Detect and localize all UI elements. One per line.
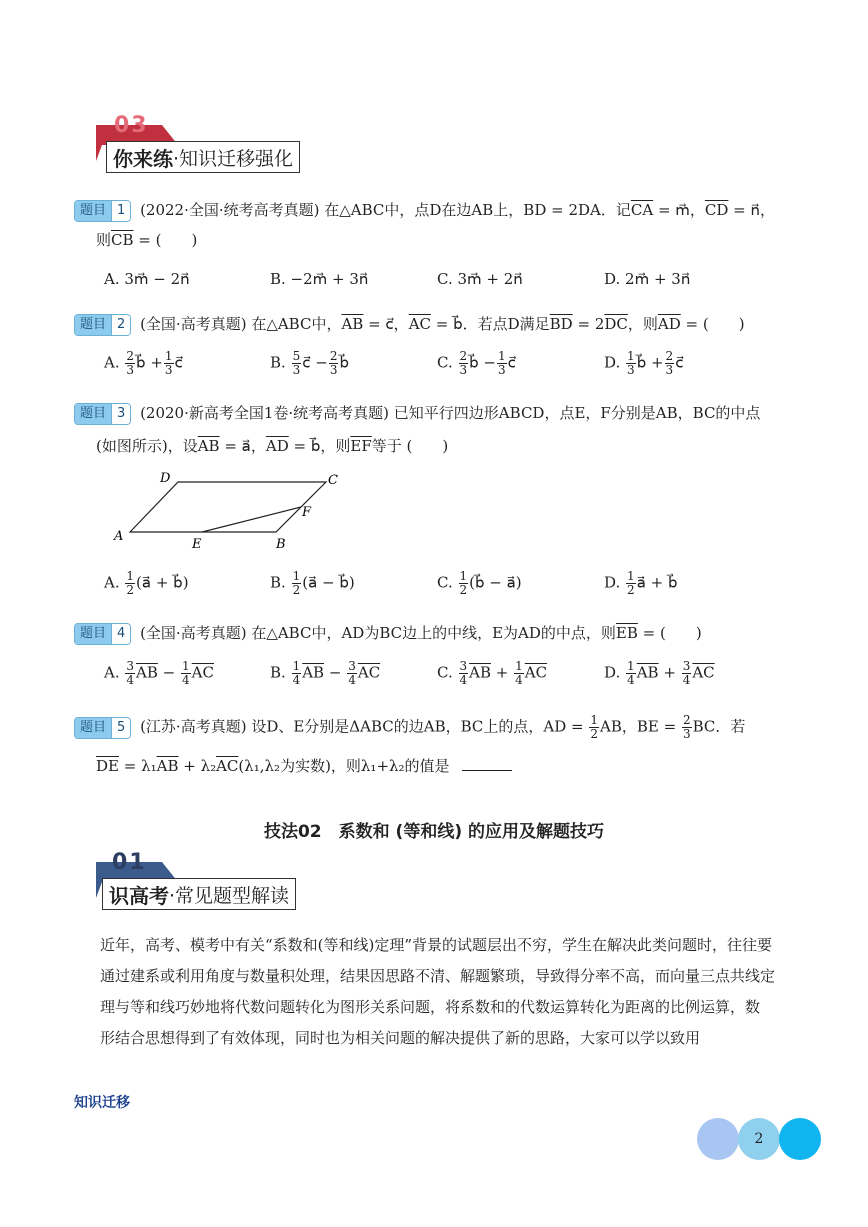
question-4: 题目 4 (全国·高考真题) 在△ABC中，AD为BC边上的中线，E为AD的中点，则$\overline{EB}$ = ( ) — [74, 623, 702, 645]
question-5: 题目 5 (江苏·高考真题) 设D、E分别是ΔABC的边AB，BC上的点，AD = $\frac{1}{2}$ AB，BE = $\frac{2}{3}$ BC．若 — [74, 714, 745, 741]
vertex-label-f: F — [302, 505, 312, 520]
banner-number: 03 — [114, 113, 149, 138]
paragraph-line: 形结合思想得到了有效体现，同时也为相关问题的解决提供了新的思路，大家可以学以致用 — [100, 1029, 701, 1047]
q4-option-b[interactable]: B. $\frac{1}{4}$ $\overline{AB}$ − $\frac{3}{4}$ $\overline{AC}$ — [270, 659, 381, 687]
question-3-line2: (如图所示)，设$\overline{AB}$ = a⃗，$\overline{AD}$ = b⃗，则$\overline{EF}$等于 ( ) — [96, 437, 449, 455]
banner-number: 01 — [112, 850, 147, 875]
paragraph-line: 理与等和线巧妙地将代数问题转化为图形关系问题，将系数和的代数运算转化为距离的比例运算，数 — [100, 998, 761, 1016]
banner-title — [102, 878, 296, 910]
parallelogram-figure — [108, 468, 348, 554]
page-number: 2 — [754, 1131, 764, 1147]
q1-option-c[interactable]: C. 3m⃗ + 2n⃗ — [437, 270, 523, 288]
section-banner-exam — [92, 850, 332, 908]
section-title: 技法02 系数和 (等和线) 的应用及解题技巧 — [263, 822, 605, 842]
question-tag: 题目 4 — [74, 623, 131, 645]
footer-link[interactable]: 知识迁移 — [74, 1095, 130, 1111]
vertex-label-e: E — [192, 537, 202, 552]
q1-option-b[interactable]: B. −2m⃗ + 3n⃗ — [270, 270, 369, 288]
q2-option-d[interactable]: D. $\frac{1}{3}$ b⃗ + $\frac{2}{3}$ c⃗ — [604, 349, 684, 377]
question-tag: 题目 1 — [74, 200, 131, 222]
question-tag: 题目 5 — [74, 717, 131, 739]
answer-blank[interactable] — [462, 754, 512, 771]
q3-option-c[interactable]: C. $\frac{1}{2}$ (b⃗ − a⃗) — [437, 569, 522, 597]
q3-option-d[interactable]: D. $\frac{1}{2}$ a⃗ + b⃗ — [604, 569, 678, 597]
q3-option-b[interactable]: B. $\frac{1}{2}$ (a⃗ − b⃗) — [270, 569, 355, 597]
q4-option-a[interactable]: A. $\frac{3}{4}$ $\overline{AB}$ − $\frac{1}{4}$ $\overline{AC}$ — [104, 659, 214, 687]
intro-paragraph — [100, 930, 800, 1054]
section-banner-practice — [92, 113, 352, 171]
q4-option-d[interactable]: D. $\frac{1}{4}$ $\overline{AB}$ + $\frac{3}{4}$ $\overline{AC}$ — [604, 659, 715, 687]
q2-option-b[interactable]: B. $\frac{5}{3}$ c⃗ − $\frac{2}{3}$ b⃗ — [270, 349, 349, 377]
paragraph-line: 近年，高考、模考中有关“系数和(等和线)定理”背景的试题层出不穷，学生在解决此类问题时，往往要 — [100, 936, 773, 954]
vertex-label-c: C — [328, 473, 338, 488]
question-tag: 题目 2 — [74, 314, 131, 336]
vertex-label-b: B — [276, 537, 286, 552]
banner-title-bold: 识高考 — [109, 883, 169, 908]
q2-option-c[interactable]: C. $\frac{2}{3}$ b⃗ − $\frac{1}{3}$ c⃗ — [437, 349, 516, 377]
q3-option-a[interactable]: A. $\frac{1}{2}$ (a⃗ + b⃗) — [104, 569, 189, 597]
page-number-circle — [738, 1118, 780, 1160]
question-1-line2: 则$\overline{CB}$ = ( ) — [96, 231, 198, 249]
banner-title-bold: 你来练 — [113, 146, 173, 171]
question-5-line2: $\overline{DE} = \lambda_1\overline{AB} + \lambda_2\overline{AC}(\lambda_1,\lambda_2$为实数)，则λ₁+λ₂的值是 — [96, 754, 512, 776]
question-2: 题目 2 (全国·高考真题) 在△ABC中，$\overline{AB}$ = c⃗，$\overline{AC}$ = b⃗．若点D满足$\overline{BD} = 2\overline{DC}$，则$\overline{AD}$ = ( ) — [74, 314, 745, 336]
question-tag: 题目 3 — [74, 403, 131, 425]
q1-option-d[interactable]: D. 2m⃗ + 3n⃗ — [604, 270, 691, 288]
q4-option-c[interactable]: C. $\frac{3}{4}$ $\overline{AB}$ + $\frac{1}{4}$ $\overline{AC}$ — [437, 659, 548, 687]
page-circle-left — [697, 1118, 739, 1160]
page-circle-right — [779, 1118, 821, 1160]
banner-title — [106, 141, 300, 173]
vertex-label-a: A — [114, 529, 124, 544]
q1-option-a[interactable]: A. 3m⃗ − 2n⃗ — [104, 270, 190, 288]
banner-title-rest: ·常见题型解读 — [169, 884, 290, 907]
paragraph-line: 通过建系或利用角度与数量积处理，结果因思路不清、解题繁琐，导致得分率不高，而向量三点共线定 — [100, 967, 776, 985]
banner-title-rest: ·知识迁移强化 — [173, 147, 294, 170]
vertex-label-d: D — [160, 471, 171, 486]
question-3: 题目 3 (2020·新高考全国1卷·统考高考真题) 已知平行四边形ABCD，点E，F分别是AB，BC的中点 — [74, 403, 760, 425]
q2-option-a[interactable]: A. $\frac{2}{3}$ b⃗ + $\frac{1}{3}$ c⃗ — [104, 349, 183, 377]
question-1: 题目 1 (2022·全国·统考高考真题) 在△ABC中，点D在边AB上，BD = 2DA．记$\overline{CA}$ = m⃗，$\overline{CD}$ = n⃗， — [74, 200, 775, 222]
